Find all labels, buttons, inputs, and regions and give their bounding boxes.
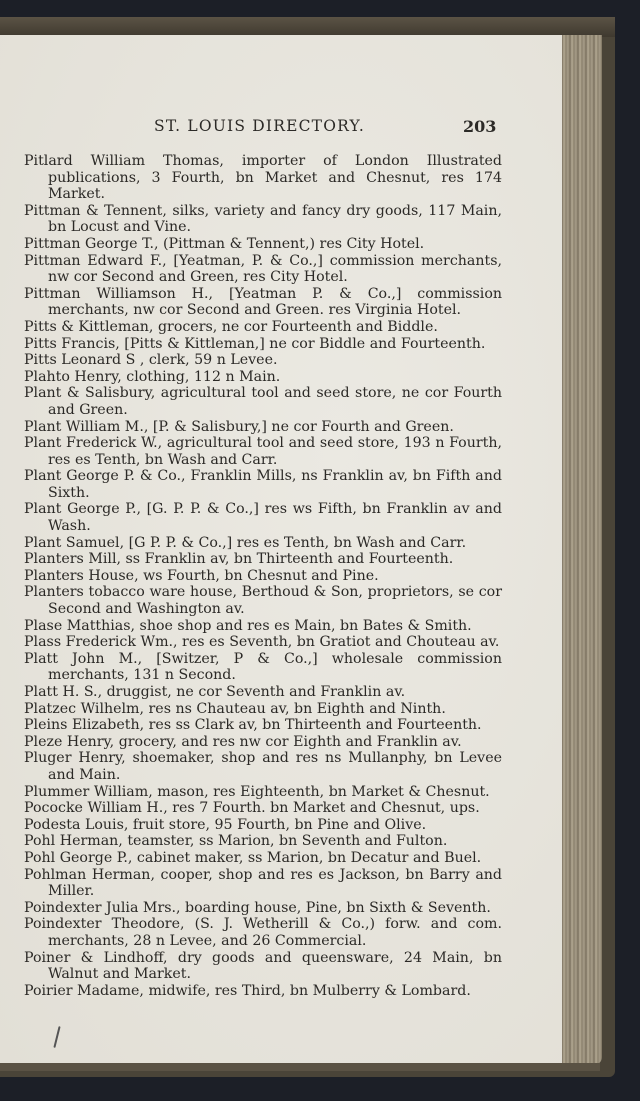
- page-number: 203: [463, 117, 497, 136]
- directory-entry: Pluger Henry, shoemaker, shop and res ns Mullanphy, bn Levee and Main.: [24, 750, 502, 783]
- directory-entry: Pococke William H., res 7 Fourth. bn Market and Chesnut, ups.: [24, 800, 480, 817]
- directory-entry: Platt John M., [Switzer, P & Co.,] wholesale commission merchants, 131 n Second.: [24, 650, 502, 684]
- directory-entry: Poiner & Lindhoff, dry goods and queensware, 24 Main, bn Walnut and Market.: [24, 949, 502, 983]
- directory-entry: Plant George P., [G. P. P. & Co.,] res ws Fifth, bn Franklin av and Wash.: [24, 501, 502, 535]
- directory-entry: Planters tobacco ware house, Berthoud & Son, proprietors, se cor Second and Washington av.: [24, 584, 502, 618]
- page-edges: [558, 35, 602, 1065]
- book-cover-top-edge: [0, 17, 615, 37]
- directory-entry: Pittman & Tennent, silks, variety and fancy dry goods, 117 Main, bn Locust and Vine.: [24, 202, 502, 236]
- directory-entry: Poindexter Julia Mrs., boarding house, Pine, bn Sixth & Seventh.: [24, 899, 491, 916]
- directory-entry: Planters House, ws Fourth, bn Chesnut and Pine.: [24, 567, 379, 584]
- directory-entry: Pitts Francis, [Pitts & Kittleman,] ne cor Biddle and Fourteenth.: [24, 335, 486, 352]
- directory-entry: Plant Frederick W., agricultural tool and seed store, 193 n Fourth, res es Tenth, bn Wash and Carr.: [24, 435, 502, 468]
- directory-entry: Platzec Wilhelm, res ns Chauteau av, bn Eighth and Ninth.: [24, 700, 446, 717]
- directory-entry: Podesta Louis, fruit store, 95 Fourth, bn Pine and Olive.: [24, 816, 427, 833]
- directory-entry: Pittman Edward F., [Yeatman, P. & Co.,] commission merchants, nw cor Second and Green, res City Hotel.: [24, 252, 502, 286]
- directory-entry: Platt H. S., druggist, ne cor Seventh and Franklin av.: [24, 684, 406, 700]
- directory-entry: Plant William M., [P. & Salisbury,] ne cor Fourth and Green.: [24, 418, 454, 435]
- directory-entry: Plant George P. & Co., Franklin Mills, ns Franklin av, bn Fifth and Sixth.: [24, 468, 502, 501]
- directory-entry: Plummer William, mason, res Eighteenth, bn Market & Chesnut.: [24, 783, 490, 800]
- directory-entry: Plant Samuel, [G P. P. & Co.,] res es Tenth, bn Wash and Carr.: [24, 534, 467, 551]
- directory-entries: [24, 153, 502, 999]
- directory-entry: Poindexter Theodore, (S. J. Wetherill & Co.,) forw. and com. merchants, 28 n Levee, and 26 Commercial.: [24, 916, 502, 949]
- running-title: ST. LOUIS DIRECTORY.: [154, 117, 366, 135]
- directory-entry: Pittman Williamson H., [Yeatman P. & Co.,] commission merchants, nw cor Second and Green. res Virginia Hotel.: [24, 285, 502, 319]
- directory-entry: Pitts & Kittleman, grocers, ne cor Fourteenth and Biddle.: [24, 318, 438, 335]
- directory-entry: Pohl Herman, teamster, ss Marion, bn Seventh and Fulton.: [24, 833, 448, 850]
- directory-entry: Pitlard William Thomas, importer of London Illustrated publications, 3 Fourth, bn Market and Chesnut, res 174 Market.: [24, 153, 502, 203]
- directory-entry: Pleins Elizabeth, res ss Clark av, bn Thirteenth and Fourteenth.: [24, 717, 482, 734]
- directory-entry: Pittman George T., (Pittman & Tennent,) res City Hotel.: [24, 235, 425, 252]
- directory-entry: Pohl George P., cabinet maker, ss Marion, bn Decatur and Buel.: [24, 849, 482, 866]
- directory-entry: Plant & Salisbury, agricultural tool and seed store, ne cor Fourth and Green.: [24, 385, 502, 418]
- directory-entry: Plase Matthias, shoe shop and res es Main, bn Bates & Smith.: [24, 617, 472, 634]
- directory-entry: Poirier Madame, midwife, res Third, bn Mulberry & Lombard.: [24, 982, 471, 999]
- directory-entry: Plahto Henry, clothing, 112 n Main.: [24, 368, 281, 385]
- directory-entry: Pohlman Herman, cooper, shop and res es Jackson, bn Barry and Miller.: [24, 866, 502, 900]
- directory-entry: Pitts Leonard S , clerk, 59 n Levee.: [24, 352, 278, 369]
- directory-entry: Pleze Henry, grocery, and res nw cor Eighth and Franklin av.: [24, 733, 462, 750]
- directory-entry: Planters Mill, ss Franklin av, bn Thirteenth and Fourteenth.: [24, 551, 454, 568]
- book-cover-bottom-edge: [0, 1063, 600, 1071]
- directory-entry: Plass Frederick Wm., res es Seventh, bn Gratiot and Chouteau av.: [24, 634, 500, 651]
- running-header: [150, 117, 550, 141]
